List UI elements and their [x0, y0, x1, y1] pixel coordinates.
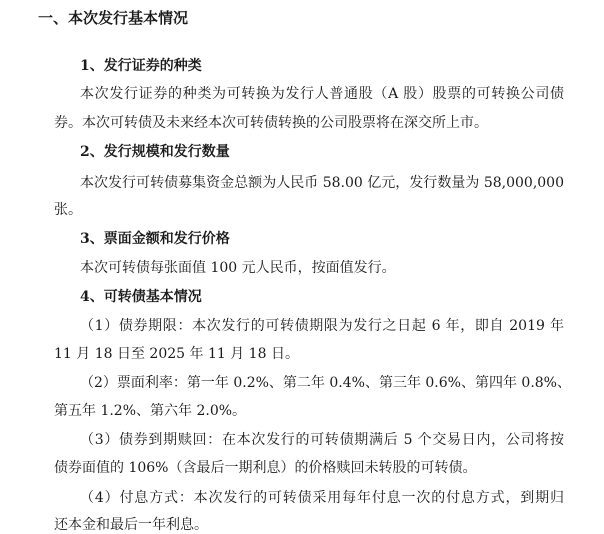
item-4-sub-4-line-2: 还本金和最后一年利息。 [54, 517, 208, 533]
item-4-sub-1-line-1: （1）债券期限：本次发行的可转债期限为发行之日起 6 年，即自 2019 年 [80, 318, 564, 334]
item-1-line-1: 本次发行证券的种类为可转换为发行人普通股（A 股）股票的可转换公司债 [80, 86, 564, 102]
item-4-sub-4-line-1: （4）付息方式：本次发行的可转债采用每年付息一次的付息方式，到期归 [80, 490, 564, 506]
item-4-sub-1-line-2: 11 月 18 日至 2025 年 11 月 18 日。 [54, 346, 299, 362]
item-4-sub-3-line-2: 债券面值的 106%（含最后一期利息）的价格赎回未转股的可转债。 [54, 460, 477, 476]
section-title: 一、本次发行基本情况 [38, 9, 189, 27]
item-2-heading: 2、发行规模和发行数量 [80, 144, 230, 160]
item-3-heading: 3、票面金额和发行价格 [80, 231, 230, 247]
item-4-heading: 4、可转债基本情况 [80, 289, 202, 305]
item-4-sub-2-line-2: 第五年 1.2%、第六年 2.0%。 [54, 403, 247, 419]
item-4-sub-3-line-1: （3）债券到期赎回：在本次发行的可转债期满后 5 个交易日内，公司将按 [80, 432, 564, 448]
item-2-line-2: 张。 [54, 202, 82, 218]
item-4-sub-2-line-1: （2）票面利率：第一年 0.2%、第二年 0.4%、第三年 0.6%、第四年 0.8%、 [80, 375, 571, 391]
item-3-line-1: 本次可转债每张面值 100 元人民币，按面值发行。 [80, 260, 396, 276]
item-2-line-1: 本次发行可转债募集资金总额为人民币 58.00 亿元，发行数量为 58,000,000 [80, 175, 564, 191]
item-1-heading: 1、发行证券的种类 [80, 58, 202, 74]
item-1-line-2: 券。本次可转债及未来经本次可转债转换的公司股票将在深交所上市。 [54, 115, 488, 131]
